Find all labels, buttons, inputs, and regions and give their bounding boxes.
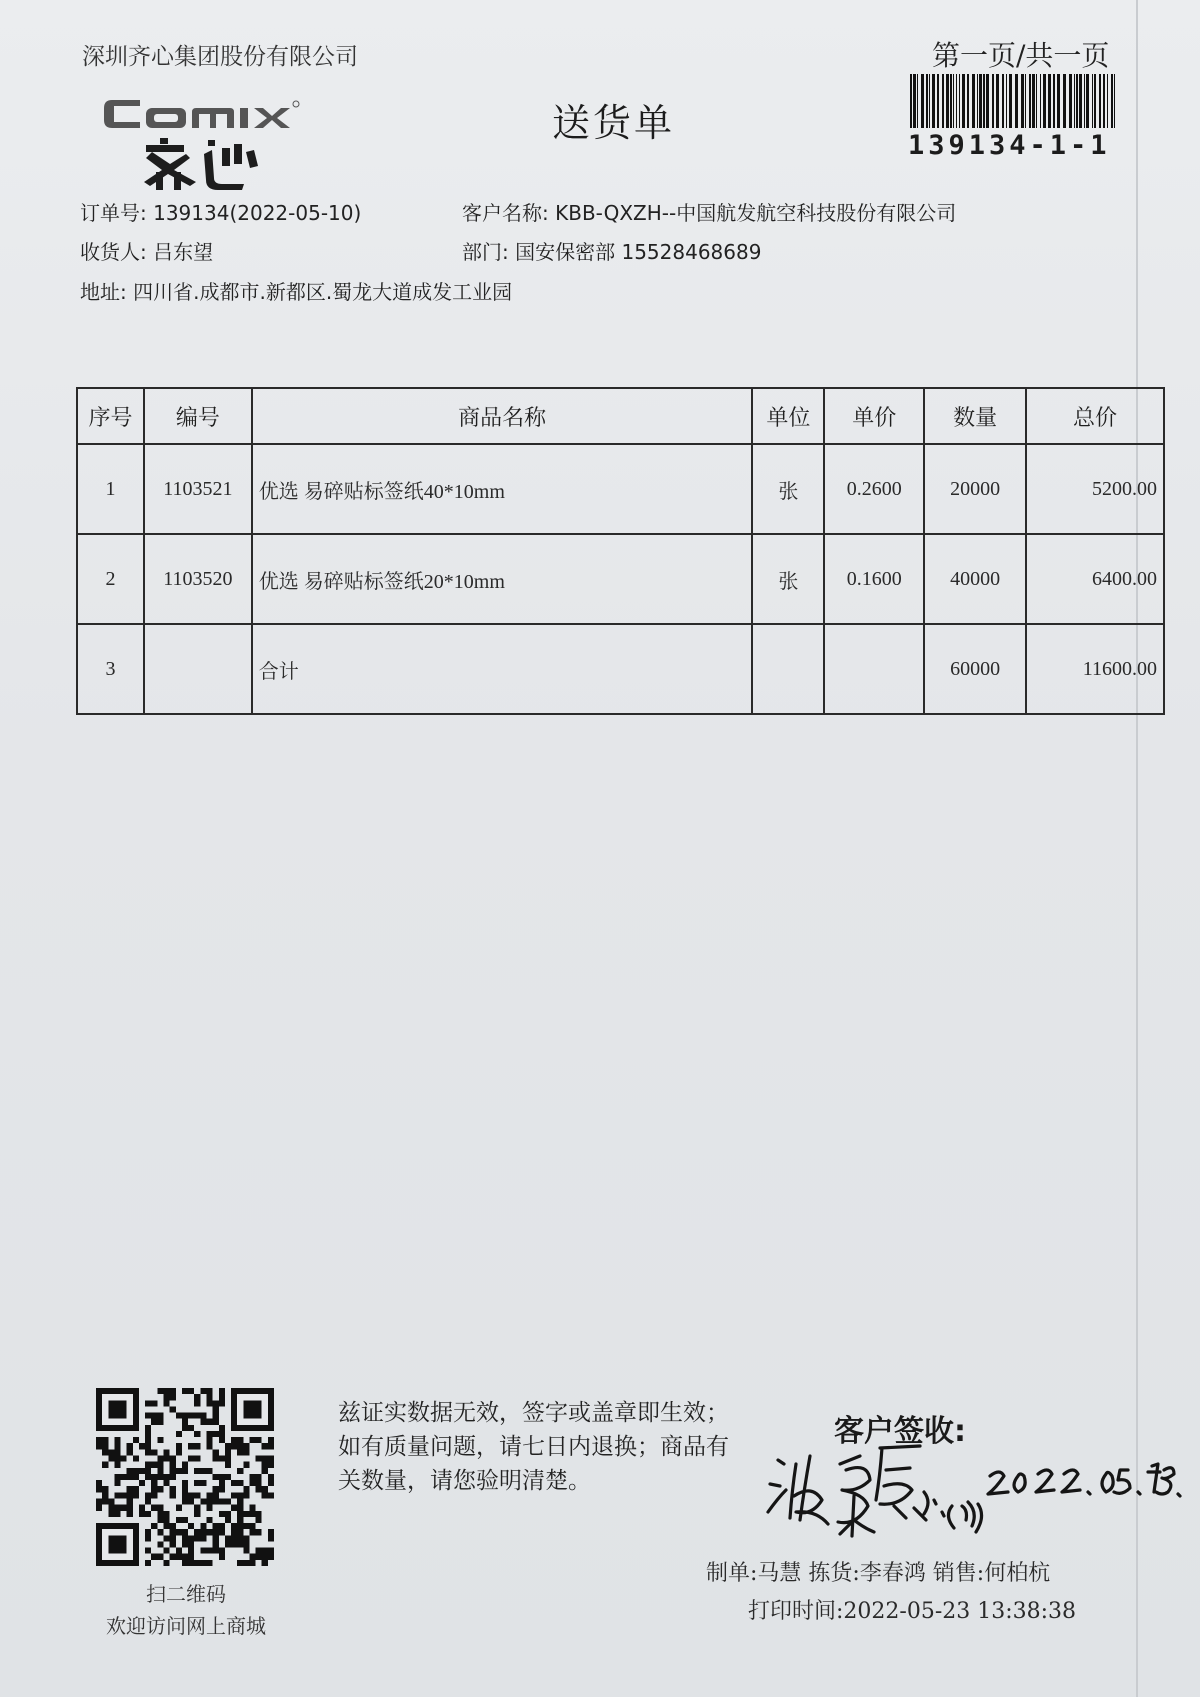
col-header-code: 编号: [144, 388, 252, 444]
col-header-total: 总价: [1026, 388, 1164, 444]
handwritten-signature: [756, 1440, 1188, 1570]
address-value: 四川省.成都市.新都区.蜀龙大道成发工业园: [133, 280, 513, 304]
cell-quantity: 60000: [924, 624, 1026, 714]
cell-product-name: 合计: [252, 624, 753, 714]
qr-caption: [76, 1578, 296, 1642]
customer-value: KBB-QXZH--中国航发航空科技股份有限公司: [555, 201, 957, 225]
cell-seq: 1: [77, 444, 144, 534]
table-row: [77, 444, 1164, 534]
order-number-label: 订单号:: [80, 201, 147, 225]
barcode: [908, 74, 1120, 128]
department-field: [462, 236, 761, 265]
col-header-unit-price: 单价: [824, 388, 924, 444]
cell-total: 11600.00: [1026, 624, 1164, 714]
receiver-field: [80, 236, 213, 265]
comix-logo: [100, 92, 332, 192]
address-label: 地址:: [80, 280, 127, 304]
goods-table: [76, 387, 1165, 715]
col-header-quantity: 数量: [924, 388, 1026, 444]
cell-unit-price: 0.1600: [824, 534, 924, 624]
cell-total: 5200.00: [1026, 444, 1164, 534]
customer-sign-label: 客户签收:: [834, 1414, 966, 1449]
cell-unit-price: [824, 624, 924, 714]
cell-code: 1103521: [144, 444, 252, 534]
department-value: 国安保密部 15528468689: [515, 240, 762, 264]
cell-quantity: 40000: [924, 534, 1026, 624]
cell-product-name: 优选 易碎贴标签纸20*10mm: [252, 534, 753, 624]
cell-unit: [752, 624, 824, 714]
col-header-unit: 单位: [752, 388, 824, 444]
cell-code: [144, 624, 252, 714]
cell-unit-price: 0.2600: [824, 444, 924, 534]
col-header-seq: 序号: [77, 388, 144, 444]
company-name: 深圳齐心集团股份有限公司: [82, 44, 358, 70]
page-info: 第一页/共一页: [932, 39, 1110, 72]
table-header-row: [77, 388, 1164, 444]
barcode-number: 139134-1-1: [908, 130, 1111, 161]
staff-line: 制单:马慧 拣货:李春鸿 销售:何柏杭: [706, 1561, 1051, 1586]
cell-unit: 张: [752, 444, 824, 534]
address-field: [80, 276, 512, 305]
notice-text: 兹证实数据无效，签字或盖章即生效；如有质量问题，请七日内退换；商品有关数量，请您验明清楚。: [338, 1400, 729, 1494]
order-number-value: 139134(2022-05-10): [153, 201, 362, 225]
customer-label: 客户名称:: [462, 201, 549, 225]
cell-total: 6400.00: [1026, 534, 1164, 624]
cell-quantity: 20000: [924, 444, 1026, 534]
cell-seq: 2: [77, 534, 144, 624]
qr-caption-line1: 扫二维码: [146, 1582, 226, 1606]
cell-seq: 3: [77, 624, 144, 714]
cell-code: 1103520: [144, 534, 252, 624]
print-time: 打印时间:2022-05-23 13:38:38: [748, 1599, 1077, 1624]
qr-caption-line2: 欢迎访问网上商城: [106, 1614, 266, 1638]
order-number-field: [80, 197, 361, 226]
cell-product-name: 优选 易碎贴标签纸40*10mm: [252, 444, 753, 534]
table-row-total: [77, 624, 1164, 714]
table-row: [77, 534, 1164, 624]
cell-unit: 张: [752, 534, 824, 624]
department-label: 部门:: [462, 240, 509, 264]
document-title: 送货单: [552, 101, 676, 145]
customer-field: [462, 197, 956, 226]
col-header-product-name: 商品名称: [252, 388, 753, 444]
receiver-value: 吕东望: [153, 240, 214, 264]
receiver-label: 收货人:: [80, 240, 147, 264]
qr-code: [96, 1388, 274, 1566]
